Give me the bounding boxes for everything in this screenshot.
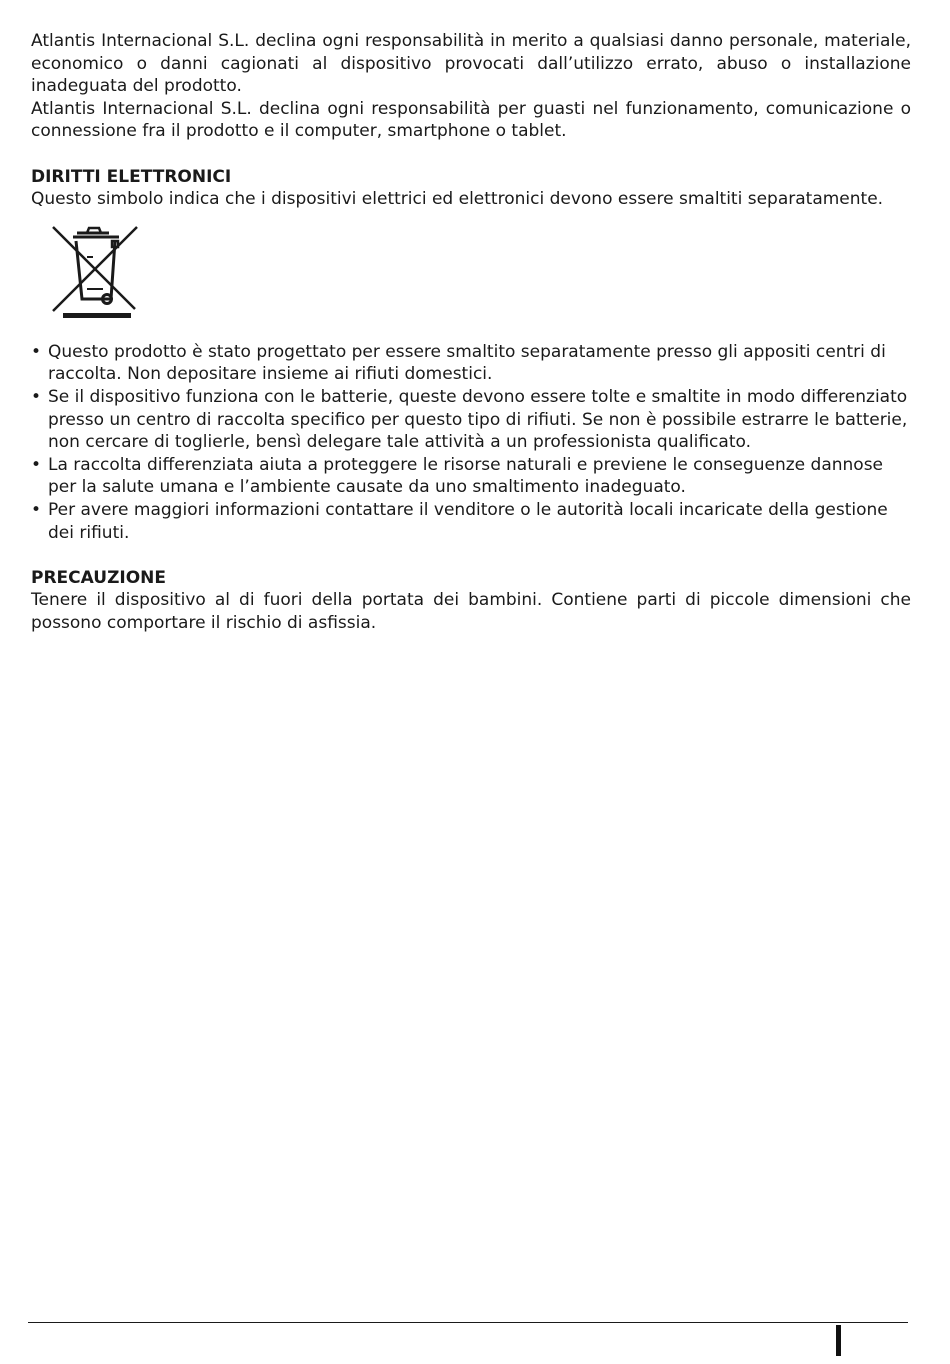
disclaimer-paragraph-2: Atlantis Internacional S.L. declina ogni responsabilità per guasti nel funzionamento, comunicazione o connessione fra il prodotto e il computer, smartphone o tablet. <box>31 98 911 142</box>
list-item: • La raccolta differenziata aiuta a proteggere le risorse naturali e previene le conseguenze dannose per la salute umana e l’ambiente causate da uno smaltimento inadeguato. <box>31 454 884 498</box>
weee-bullet-list <box>31 341 911 544</box>
precaution-section-title: PRECAUZIONE <box>31 567 167 588</box>
list-item: • Questo prodotto è stato progettato per essere smaltito separatamente presso gli appositi centri di raccolta. Non depositare insieme ai rifiuti domestici. <box>31 341 886 385</box>
disclaimer-paragraph-1: Atlantis Internacional S.L. declina ogni responsabilità in merito a qualsiasi danno personale, materiale, economico o danni cagionati al dispositivo provocati dall’utilizzo errato, abuso o installazione inadeguata del prodotto. <box>31 31 911 97</box>
list-item: • Per avere maggiori informazioni contattare il venditore o le autorità locali incaricate della gestione dei rifiuti. <box>31 499 888 543</box>
page-edge-marker <box>836 1325 841 1356</box>
crossed-out-wheelie-bin-icon <box>49 219 141 319</box>
document-page <box>31 30 911 634</box>
list-item: • Se il dispositivo funziona con le batterie, queste devono essere tolte e smaltite in modo differenziato presso un centro di raccolta specifico per questo tipo di rifiuti. Se non è possibile estrarre le batterie, non cercare di toglierle, bensì delegare tale attività a un professionista qualificato. <box>31 386 908 453</box>
weee-intro: Questo simbolo indica che i dispositivi elettrici ed elettronici devono essere smaltiti separatamente. <box>31 189 884 210</box>
precaution-text: Tenere il dispositivo al di fuori della portata dei bambini. Contiene parti di piccole dimensioni che possono comportare il rischio di asfissia. <box>31 590 911 633</box>
weee-section-title: DIRITTI ELETTRONICI <box>31 166 232 187</box>
footer-divider <box>28 1322 908 1323</box>
